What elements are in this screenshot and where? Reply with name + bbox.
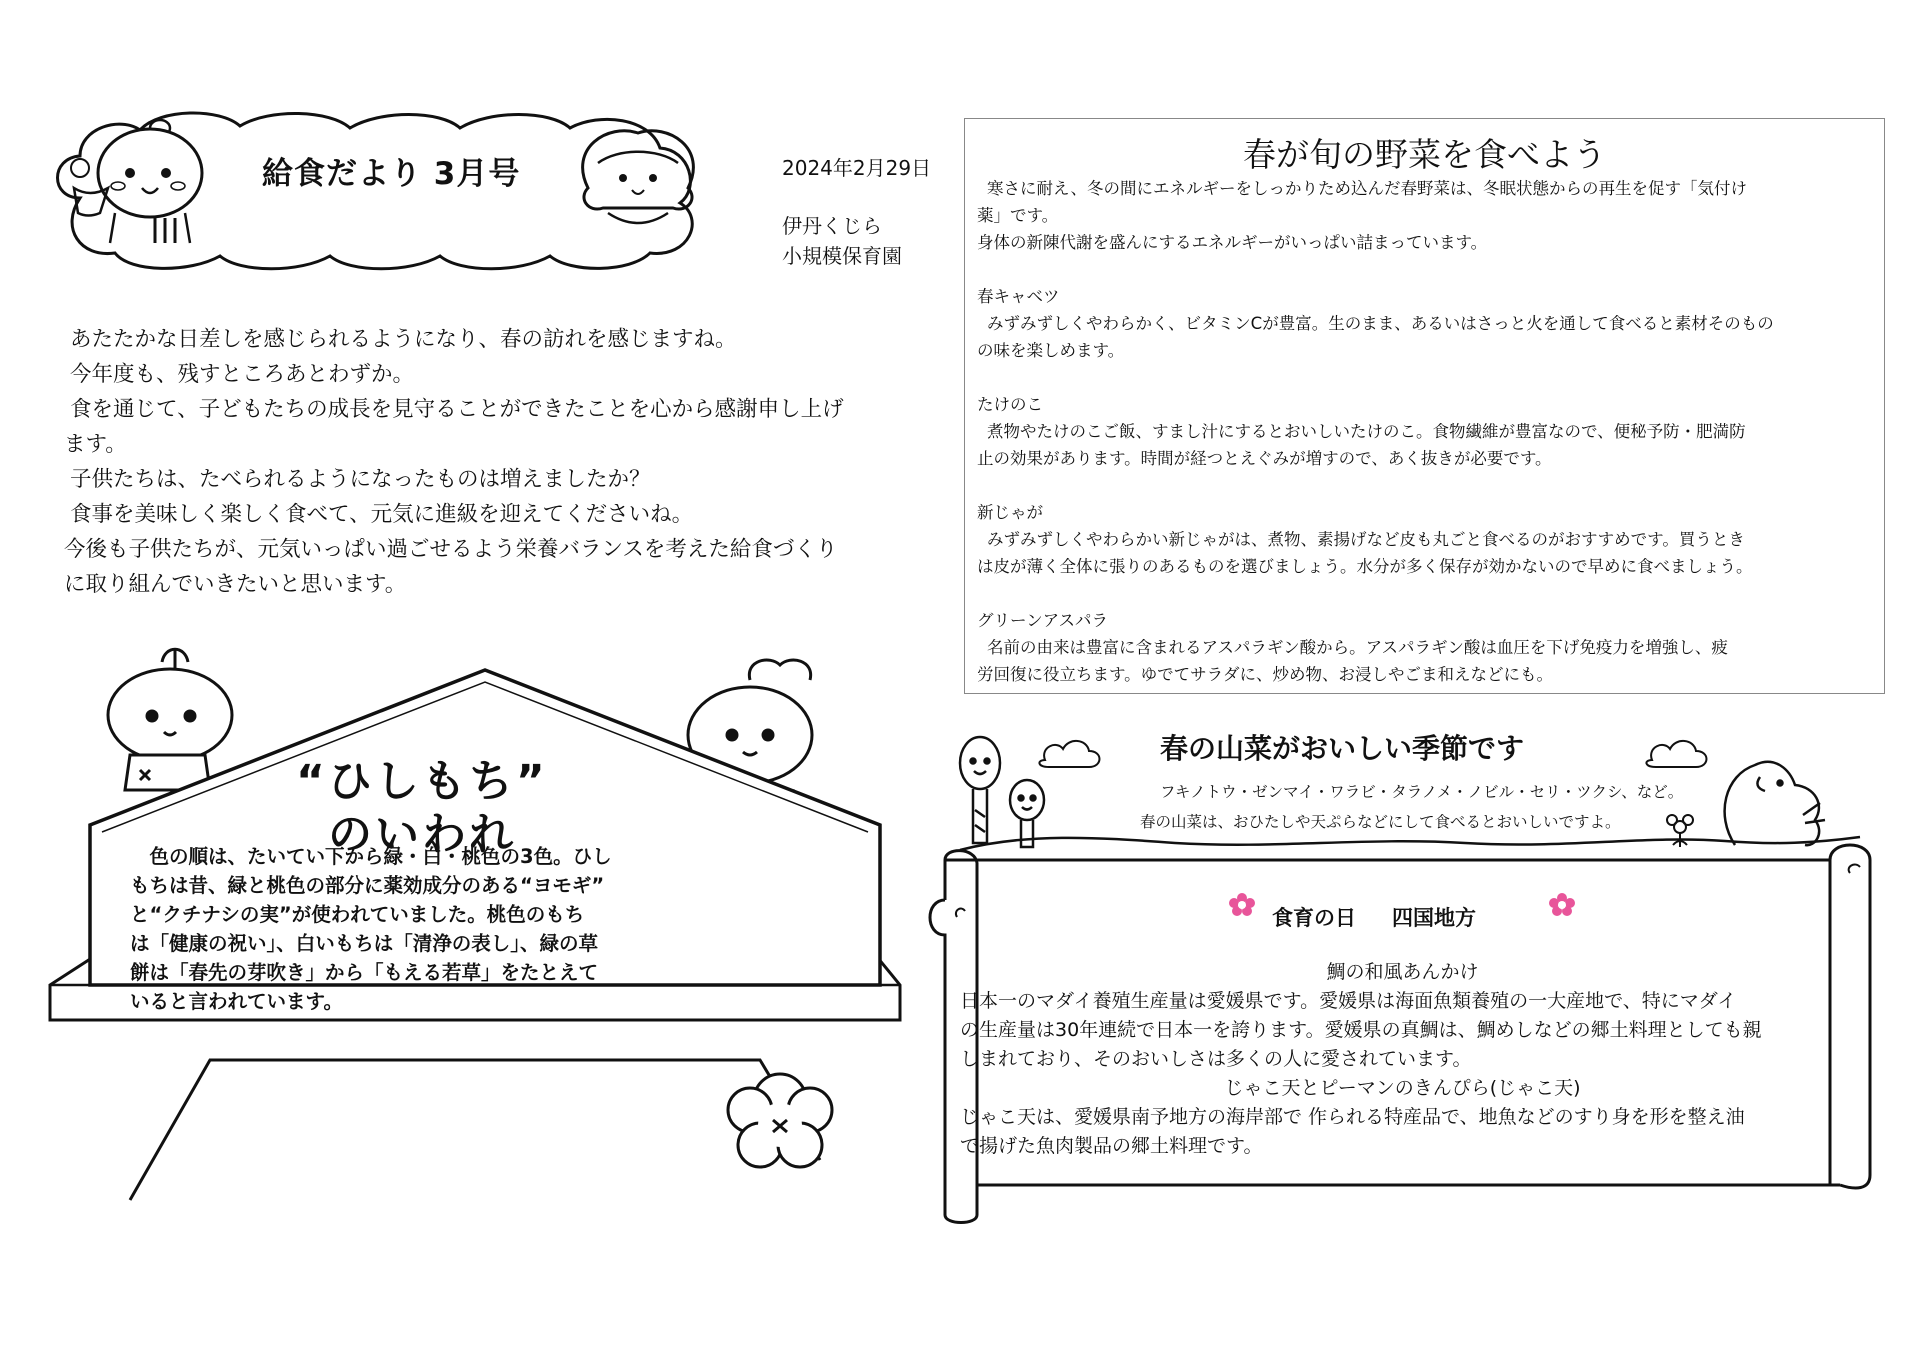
hishimochi-title-line1: “ひしもち” <box>296 756 548 807</box>
veg-item-line: 煮物やたけのこご飯、すまし汁にするとおいしいたけのこ。食物繊維が豊富なので、便秘予防・肥満防 <box>987 422 1746 441</box>
hina-doll-male-icon <box>108 649 232 790</box>
food-day-label: 食育の日 <box>1272 906 1356 930</box>
hishimochi-line: は「健康の祝い」、白いもちは「清浄の表し」、緑の草 <box>130 932 599 955</box>
greeting-line: 子供たちは、たべられるようになったものは増えましたか？ <box>70 467 651 492</box>
cloud-icon <box>1646 741 1706 767</box>
spoon-character-icon <box>960 737 1000 843</box>
dish-description-line: 日本一のマダイ養殖生産量は愛媛県です。愛媛県は海面魚類養殖の一大産地で、特にマダイ <box>960 990 1737 1012</box>
dish-description-line: しまれており、そのおいしさは多くの人に愛されています。 <box>960 1048 1472 1070</box>
sansai-list: フキノトウ・ゼンマイ・ワラビ・タラノメ・ノビル・セリ・ツクシ、など。 <box>1160 783 1684 801</box>
newsletter-title: 給食だより 3月号 <box>262 156 521 192</box>
greeting-line: 食を通じて、子どもたちの成長を見守ることができたことを心から感謝申し上げ <box>70 397 844 422</box>
sansai-tip: 春の山菜は、おひたしや天ぷらなどにして食べるとおいしいですよ。 <box>1140 813 1621 831</box>
veg-item-line: みずみずしくやわらかく、ビタミンCが豊富。生のまま、あるいはさっと火を通して食べると素材そのもの <box>987 314 1774 333</box>
veg-item-name: 春キャベツ <box>977 287 1060 306</box>
food-day-body <box>960 958 1865 1161</box>
flower-icon <box>1229 893 1255 916</box>
veg-item-line: は皮が薄く全体に張りのあるものを選びましょう。水分が多く保存が効かないので早めに食べましょう。 <box>977 557 1753 576</box>
veg-item-line: みずみずしくやわらかい新じゃがは、煮物、素揚げなど皮も丸ごと食べるのがおすすめです。買うとき <box>987 530 1745 549</box>
spring-vegetables-title: 春が旬の野菜を食べよう <box>1243 135 1606 174</box>
spring-vegetables-body <box>977 175 1875 688</box>
food-day-region: 四国地方 <box>1392 906 1476 930</box>
veg-item-name: グリーンアスパラ <box>977 611 1109 630</box>
spring-vegetables-box <box>964 118 1885 694</box>
hishimochi-line: 餅は「春先の芽吹き」から「もえる若草」をたとえて <box>130 961 599 984</box>
veg-item-name: 新じゃが <box>977 503 1043 522</box>
veg-item-line: の味を楽しめます。 <box>977 341 1125 360</box>
dish-name: 鯛の和風あんかけ <box>1326 961 1479 983</box>
girl-character-icon <box>568 128 708 238</box>
greeting-message <box>64 322 940 602</box>
organization-type: 小規模保育園 <box>782 244 902 268</box>
sansai-title: 春の山菜がおいしい季節です <box>1160 732 1525 765</box>
cook-character-icon <box>60 118 210 248</box>
mole-icon <box>1725 762 1825 845</box>
hishimochi-line: いると言われています。 <box>130 990 343 1013</box>
hishimochi-title-line2: のいわれ <box>328 809 516 860</box>
dish-description-line: の生産量は30年連続で日本一を誇ります。愛媛県の真鯛は、鯛めしなどの郷土料理としても親 <box>960 1019 1762 1041</box>
greeting-line: ます。 <box>64 432 127 457</box>
dish-description-line: で揚げた魚肉製品の郷土料理です。 <box>960 1135 1263 1157</box>
issue-date: 2024年2月29日 <box>782 156 932 180</box>
food-day-title <box>1272 902 1476 932</box>
dish-description-line: じゃこ天は、愛媛県南予地方の海岸部で 作られる特産品で、地魚などのすり身を形を整え油 <box>960 1106 1745 1128</box>
cloud-icon <box>1039 741 1099 767</box>
greeting-line: 今後も子供たちが、元気いっぱい過ごせるよう栄養バランスを考えた給食づくり <box>64 537 838 562</box>
hishimochi-body <box>130 842 815 1016</box>
hishimochi-line: もちは昔、緑と桃色の部分に薬効成分のある“ヨモギ” <box>130 874 605 897</box>
organization-name: 伊丹くじら <box>782 214 882 238</box>
greeting-line: あたたかな日差しを感じられるようになり、春の訪れを感じますね。 <box>70 327 737 352</box>
dish-name: じゃこ天とピーマンのきんぴら(じゃこ天) <box>1224 1077 1581 1099</box>
veg-item-line: 止の効果があります。時間が経つとえぐみが増すので、あく抜きが必要です。 <box>977 449 1552 468</box>
greeting-line: に取り組んでいきたいと思います。 <box>64 572 407 597</box>
hishimochi-line: 色の順は、たいてい下から緑・白・桃色の3色。ひし <box>130 845 612 868</box>
veg-item-line: 名前の由来は豊富に含まれるアスパラギン酸から。アスパラギン酸は血圧を下げ免疫力を増強し、疲 <box>987 638 1728 657</box>
veg-item-line: 労回復に役立ちます。ゆでてサラダに、炒め物、お浸しやごま和えなどにも。 <box>977 665 1554 684</box>
flower-icon <box>1549 893 1575 916</box>
veg-intro-line: 薬」です。 <box>977 206 1059 225</box>
veg-item-name: たけのこ <box>977 395 1043 414</box>
greeting-line: 今年度も、残すところあとわずか。 <box>70 362 415 387</box>
veg-intro-line: 寒さに耐え、冬の間にエネルギーをしっかりため込んだ春野菜は、冬眠状態からの再生を促す「気付け <box>987 179 1747 198</box>
greeting-line: 食事を美味しく楽しく食べて、元気に進級を迎えてくださいね。 <box>70 502 694 527</box>
flower-icon <box>728 1074 832 1167</box>
fork-character-icon <box>1010 780 1044 847</box>
hishimochi-line: と“クチナシの実”が使われていました。桃色のもち <box>130 903 585 926</box>
veg-intro-line: 身体の新陳代謝を盛んにするエネルギーがいっぱい詰まっています。 <box>977 233 1488 252</box>
flower-icon <box>1667 815 1693 847</box>
